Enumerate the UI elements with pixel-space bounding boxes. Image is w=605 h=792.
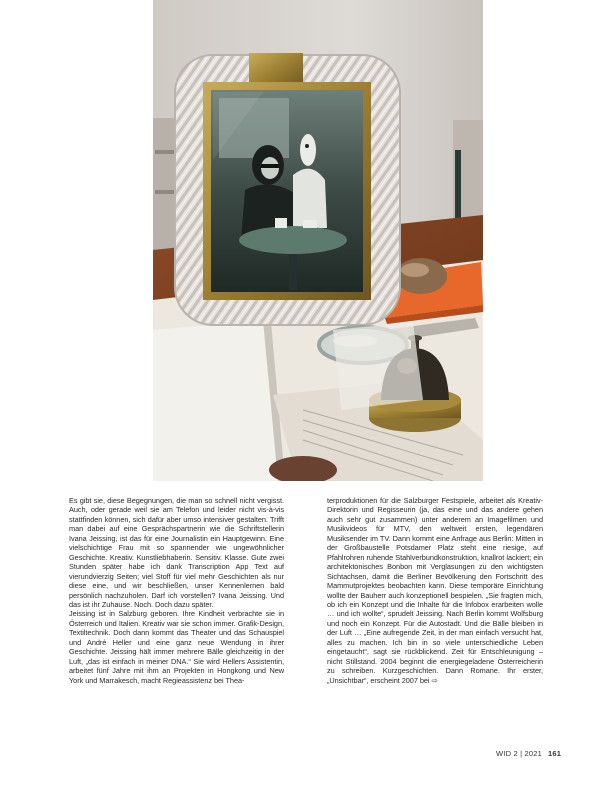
paragraph: Jeissing ist in Salzburg geboren. Ihre Kindheit verbrachte sie in Österreich und Italien. Kreativ war sie schon immer. Grafik-Design, Textiltechnik. Doch dann kommt das Theater und das Schauspiel und André Heller und eine ganz neue Wendung in ihrer Geschichte. Jeissing hält immer mehrere Bälle gleichzeitig in der Luft, „das ist einfach in meiner DNA.“ Sie wird Hellers Assistentin, arbeitet fünf Jahre mit ihm an Projekten in Hongkong und New York und Marrakesch, macht Regieassistenz bei Thea- bbox=[69, 609, 284, 685]
page-number: 161 bbox=[548, 749, 562, 758]
paragraph: Es gibt sie, diese Begegnungen, die man so schnell nicht vergisst. Auch, oder gerade weil sie am Telefon und leider nicht vis-à-vis stattfinden können, sich dafür aber umso intensiver gestalten. Trifft man dabei auf eine Gesprächspartnerin wie die Schriftstellerin Ivana Jeissing, ist das für eine Journalistin ein Hauptgewinn. Eine vielschichtige Frau mit so spannender wie ungewöhnlicher Geschichte. Kreativ. Kunstliebhaberin. Sensitiv. Klasse. Gute zwei Stunden später habe ich dank Transcription App Text auf vierundvierzig Seiten; viel Stoff für viel mehr Geschichten als nur diese eine, und wir beschließen, unser Kennenlernen bald persönlich nachzuholen. Darf ich vorstellen? Ivana Jeissing. Und das ist ihr Zuhause. Noch. Doch dazu später. bbox=[69, 496, 284, 609]
still-life-illustration bbox=[153, 0, 483, 481]
article-photo bbox=[153, 0, 483, 481]
white-book bbox=[153, 320, 278, 481]
page-footer bbox=[496, 749, 561, 758]
article-column-left bbox=[69, 496, 284, 685]
article-column-right bbox=[327, 496, 543, 685]
paragraph: terproduktionen für die Salzburger Festspiele, arbeitet als Kreativ-Direktorin und Regisseurin (ja, das eine und das andere gehen auch sehr gut zusammen) unter anderem an Imagefilmen und Musikvideos für MTV, den weltweit ersten, legendären Musiksender im TV. Dann kommt eine Anfrage aus Berlin: Mitten in der Großbaustelle Potsdamer Platz steht eine riesige, auf Pfahlrohren ruhende Stahlverbundkonstruktion, knallrot lackiert; ein architektonisches Bonbon mit Verglasungen zu den wichtigsten Sichtachsen, damit die Berliner Bevölkerung den Fortschritt des Mammutprojektes beobachten kann. Diese temporäre Einrichtung wollte der Bauherr auch konzeptionell bespielen. „Sie fragten mich, ob ich ein Konzept und die Inhalte für die Infobox erarbeiten wolle … und ich wollte“, sprudelt Jeissing. Nach Berlin kommt Wolfsburg und noch ein Konzept. Für die Autostadt. Und die Bälle bleiben in der Luft … „Eine aufregende Zeit, in der man einfach versucht hat, alles zu machen. Ich bin in so viele unterschiedliche Leben eingetaucht“, sagt sie rückblickend. Zeit für Entschleunigung – nicht Stillstand. 2004 beginnt die energiegeladene Österreicherin zu schreiben. Kurzgeschichten. Dann Romane. Ihr erster, „Unsichtbar“, erscheint 2007 bei ⇨ bbox=[327, 496, 543, 685]
magazine-issue: WID 2 | 2021 bbox=[496, 749, 543, 758]
